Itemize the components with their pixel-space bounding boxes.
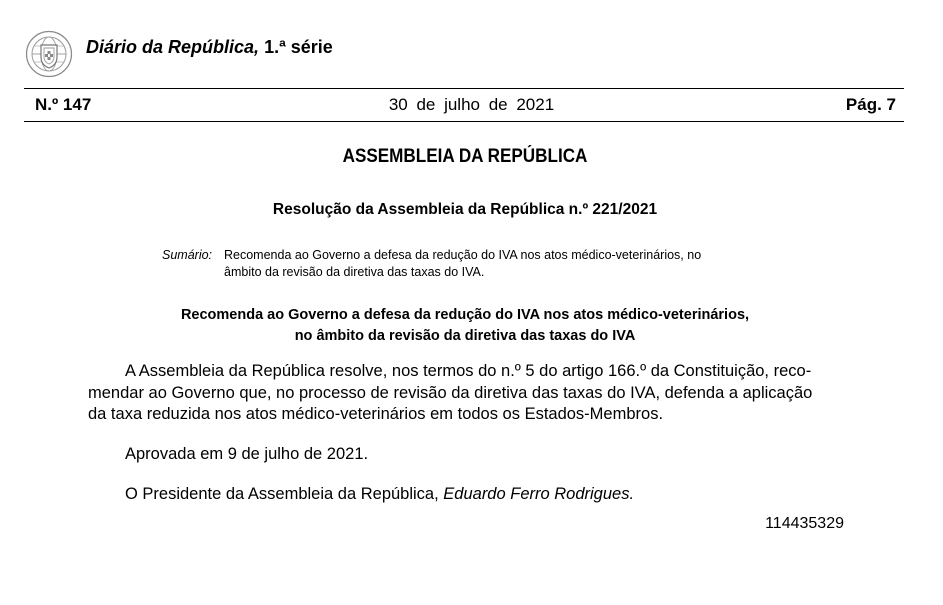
signatory-name: Eduardo Ferro Rodrigues. [443, 485, 635, 503]
signatory-role: O Presidente da Assembleia da República, [125, 485, 439, 503]
journal-name: Diário da República, [86, 37, 260, 57]
coat-of-arms-seal [24, 29, 74, 79]
journal-title [86, 37, 333, 58]
header-top-rule [24, 88, 904, 89]
issuer-heading: ASSEMBLEIA DA REPÚBLICA [342, 146, 588, 167]
body-paragraph-line: A Assembleia da República resolve, nos termos do n.º 5 do artigo 166.º da Constituição, reco- [125, 362, 812, 380]
document-code: 114435329 [765, 515, 844, 532]
issue-date: 30 de julho de 2021 [388, 95, 555, 114]
approval-date: Aprovada em 9 de julho de 2021. [125, 445, 369, 463]
body-paragraph-line: mendar ao Governo que, no processo de revisão da diretiva das taxas do IVA, defenda a aplicação [88, 384, 813, 402]
summary-line: âmbito da revisão da diretiva das taxas do IVA. [224, 265, 485, 279]
body-heading-line: no âmbito da revisão da diretiva das taxas do IVA [294, 328, 636, 344]
body-paragraph-line: da taxa reduzida nos atos médico-veterinários em todos os Estados-Membros. [88, 405, 664, 423]
resolution-title: Resolução da Assembleia da República n.º 221/2021 [272, 201, 658, 218]
issue-number: N.º 147 [35, 95, 92, 114]
summary-line: Recomenda ao Governo a defesa da redução do IVA nos atos médico-veterinários, no [224, 248, 702, 262]
header-bottom-rule [24, 121, 904, 122]
summary-label: Sumário: [162, 248, 213, 262]
body-heading-line: Recomenda ao Governo a defesa da redução do IVA nos atos médico-veterinários, [180, 307, 750, 323]
coat-of-arms-icon [24, 29, 74, 79]
signature-line [88, 485, 895, 504]
journal-series: 1.ª série [264, 37, 333, 57]
page-number: Pág. 7 [845, 95, 896, 114]
